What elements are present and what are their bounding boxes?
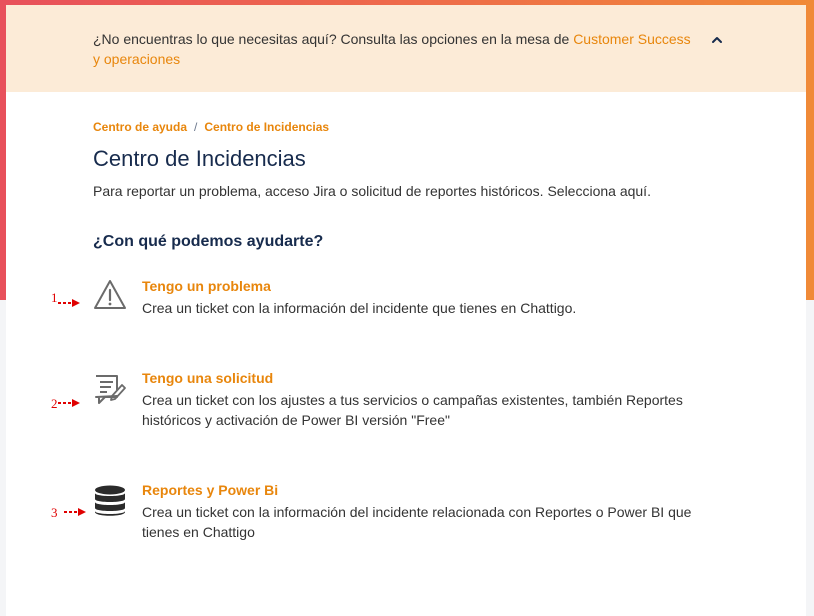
option-description: Crea un ticket con la información del incidente relacionada con Reportes o Power BI que tienes en Chattigo xyxy=(142,504,692,540)
customer-success-link[interactable]: Customer Success y operaciones xyxy=(93,31,691,67)
page-title: Centro de Incidencias xyxy=(93,146,306,171)
help-center-card xyxy=(6,5,806,616)
option-title: Tengo una solicitud xyxy=(142,370,274,386)
breadcrumb-help-center[interactable]: Centro de ayuda xyxy=(93,120,188,134)
chevron-up-icon[interactable] xyxy=(709,32,725,48)
page-description: Para reportar un problema, acceso Jira o solicitud de reportes históricos. Selecciona aquí. xyxy=(93,183,651,199)
option-request[interactable] xyxy=(93,370,723,430)
option-problem[interactable] xyxy=(93,278,723,318)
annotation-arrow-icon xyxy=(56,298,82,308)
annotation-number: 2 xyxy=(51,396,58,411)
section-title: ¿Con qué podemos ayudarte? xyxy=(93,233,324,250)
annotation-arrow-icon xyxy=(62,507,88,517)
breadcrumb-separator: / xyxy=(194,120,198,134)
breadcrumb xyxy=(93,120,329,134)
annotation-number: 1 xyxy=(51,290,58,305)
breadcrumb-incident-center[interactable]: Centro de Incidencias xyxy=(204,120,330,134)
option-reports[interactable] xyxy=(93,482,723,542)
banner-text xyxy=(93,29,693,69)
info-banner xyxy=(6,5,806,92)
option-title: Tengo un problema xyxy=(142,278,271,294)
banner-message: ¿No encuentras lo que necesitas aquí? Consulta las opciones en la mesa de xyxy=(93,31,574,47)
option-description: Crea un ticket con los ajustes a tus servicios o campañas existentes, también Reportes históricos y activación de Power BI versión "Free" xyxy=(142,392,683,428)
option-title: Reportes y Power Bi xyxy=(142,482,279,498)
annotation-arrow-icon xyxy=(56,398,82,408)
option-description: Crea un ticket con la información del incidente que tienes en Chattigo. xyxy=(142,300,577,316)
warning-icon xyxy=(93,278,127,312)
request-form-icon xyxy=(93,372,127,406)
annotation-number: 3 xyxy=(51,505,58,520)
database-icon xyxy=(93,484,127,518)
